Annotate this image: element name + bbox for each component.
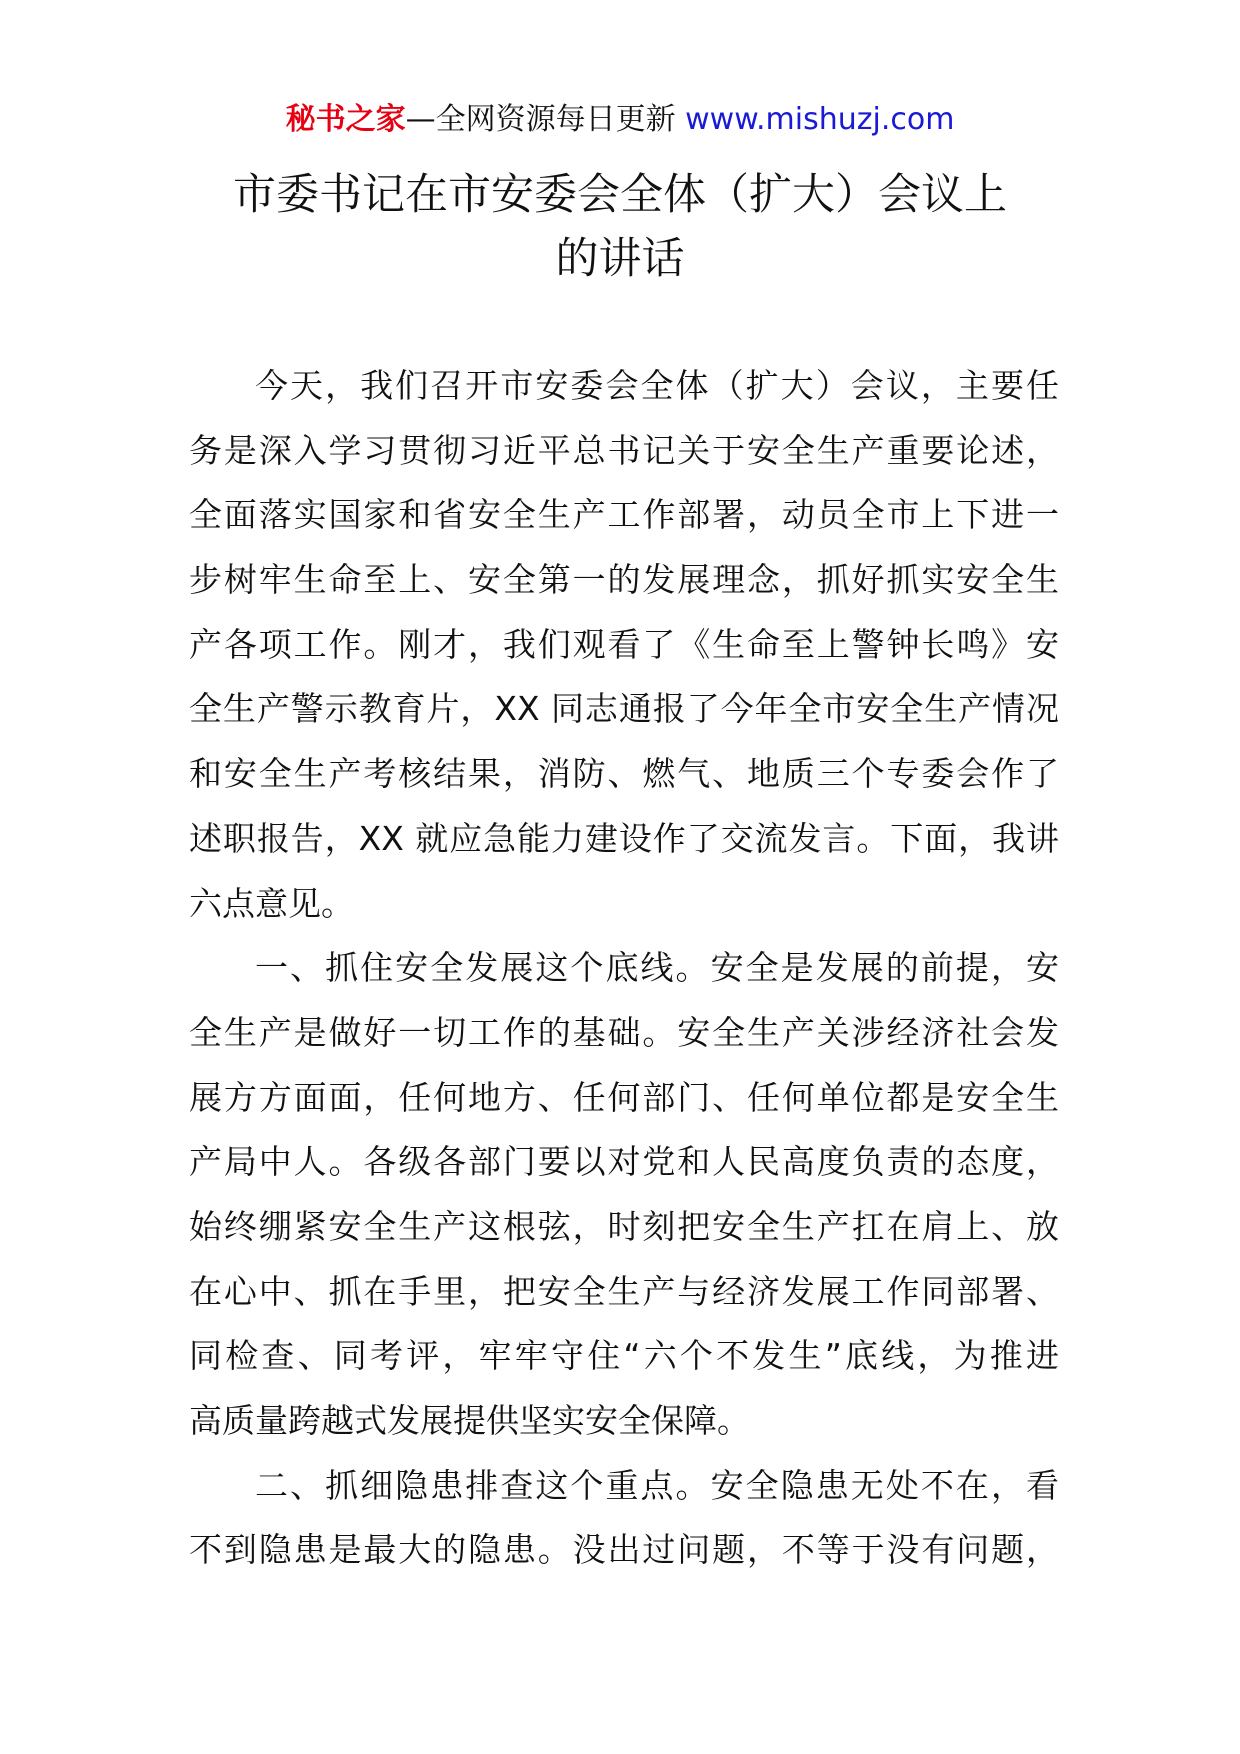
title-line-1: 市委书记在市安委会全体（扩大）会议上 <box>233 170 1007 220</box>
text-line: 步树牢生命至上、安全第一的发展理念，抓好抓实安全生 <box>189 560 1059 600</box>
text-line: 务是深入学习贯彻习近平总书记关于安全生产重要论述， <box>189 430 1059 470</box>
paragraph-intro <box>189 354 1059 936</box>
text-line: 产各项工作。刚才，我们观看了《生命至上警钟长鸣》安 <box>189 624 1059 664</box>
header-tagline: —全网资源每日更新 <box>405 102 676 137</box>
text-line: 全面落实国家和省安全生产工作部署，动员全市上下进一 <box>189 495 1059 535</box>
site-header <box>0 100 1240 140</box>
paragraph-point-one <box>189 936 1059 1454</box>
text-line: 不到隐患是最大的隐患。没出过问题，不等于没有问题， <box>189 1530 1059 1570</box>
text-line: 一、抓住安全发展这个底线。安全是发展的前提，安 <box>255 948 1059 988</box>
document-body <box>189 354 1059 1583</box>
title-line-2: 的讲话 <box>555 234 685 284</box>
paragraph-point-two <box>189 1454 1059 1583</box>
text-line: 和安全生产考核结果，消防、燃气、地质三个专委会作了 <box>189 754 1059 794</box>
text-line: 在心中、抓在手里，把安全生产与经济发展工作同部署、 <box>189 1271 1059 1311</box>
text-line: 述职报告，XX 就应急能力建设作了交流发言。下面，我讲 <box>189 818 1059 858</box>
text-line: 六点意见。 <box>189 883 354 923</box>
text-line: 产局中人。各级各部门要以对党和人民高度负责的态度， <box>189 1142 1059 1182</box>
brand-name: 秘书之家 <box>285 102 406 137</box>
text-line: 全生产是做好一切工作的基础。安全生产关涉经济社会发 <box>189 1012 1059 1052</box>
text-line: 始终绷紧安全生产这根弦，时刻把安全生产扛在肩上、放 <box>189 1206 1059 1246</box>
document-title <box>120 163 1120 291</box>
text-line: 展方方面面，任何地方、任何部门、任何单位都是安全生 <box>189 1077 1059 1117</box>
text-line: 同检查、同考评，牢牢守住“六个不发生”底线，为推进 <box>189 1336 1059 1376</box>
site-url-link[interactable]: www.mishuzj.com <box>685 102 955 137</box>
text-line: 全生产警示教育片，XX 同志通报了今年全市安全生产情况 <box>189 689 1059 729</box>
text-line: 二、抓细隐患排查这个重点。安全隐患无处不在，看 <box>255 1465 1059 1505</box>
text-line: 高质量跨越式发展提供坚实安全保障。 <box>189 1401 750 1440</box>
text-line: 今天，我们召开市安委会全体（扩大）会议，主要任 <box>255 366 1059 405</box>
